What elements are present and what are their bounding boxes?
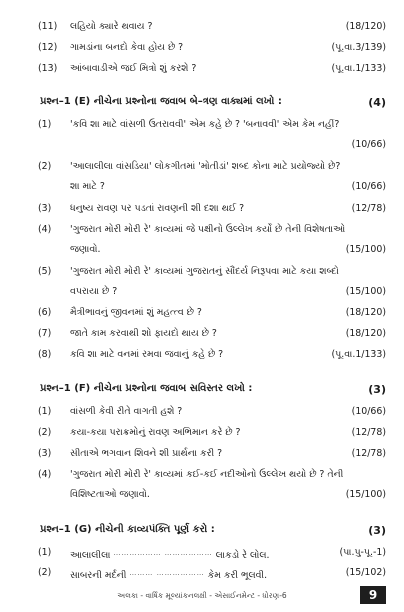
- line-start: આલાલીલા: [70, 550, 111, 561]
- question-reference: (15/100): [345, 286, 386, 297]
- question-reference: (10/66): [351, 406, 386, 417]
- question-text: લહિયો ક્યારે થવાય ?: [70, 21, 153, 32]
- section-g-heading: [40, 524, 386, 535]
- question-text: કવિ શા માટે વનમાં રમવા જવાનું કહે છે ?: [70, 349, 224, 360]
- question-reference: (15/100): [345, 244, 386, 255]
- question-number: (2): [38, 427, 52, 438]
- question-number: (5): [38, 266, 52, 277]
- blank-dots: ……………… ………………: [113, 549, 213, 557]
- question-reference: (પા.પુ-પૂ.-1): [339, 547, 386, 558]
- question-text-cont: વિશિષ્ટતાઓ જણાવો.: [70, 489, 150, 500]
- question-number: (6): [38, 307, 52, 318]
- question-reference: (પૂ.વા.3/139): [331, 42, 386, 53]
- question-number: (2): [38, 161, 52, 172]
- question-number: (1): [38, 547, 52, 558]
- question-reference: (પૂ.વા.1/133): [331, 349, 386, 360]
- line-end: કેમ કરી ભૂલવી.: [207, 570, 268, 581]
- page-footer: અલકા - વાર્ષિક મૂલ્યાંકનલક્ષી - એસાઈનમેન્ટ - ધોરણ-6: [117, 591, 287, 600]
- question-number: (1): [38, 119, 52, 130]
- question-number: (3): [38, 448, 52, 459]
- question-number: (8): [38, 349, 52, 360]
- fill-blank-text: [70, 546, 269, 563]
- question-text: ધનુષ્ય રાવણ પર પડતાં રાવણની શી દશા થઈ ?: [70, 203, 245, 214]
- fill-blank-text: [70, 566, 267, 583]
- question-text: સીતાએ ભગવાન શિવને શી પ્રાર્થના કરી ?: [70, 448, 223, 459]
- question-text: 'આલાલીલા વાંસડિયા' લોકગીતમાં 'મોતીડાં' શબ્દ કોના માટે પ્રયોજ્યો છે?: [70, 161, 341, 172]
- section-g-title: પ્રશ્ન–1 (G) નીચેની કાવ્યપંક્તિ પૂર્ણ કરો :: [40, 524, 215, 535]
- question-number: (3): [38, 203, 52, 214]
- question-text: મૈત્રીભાવનું જીવનમાં શું મહત્ત્વ છે ?: [70, 307, 202, 318]
- question-number: (2): [38, 567, 52, 578]
- question-reference: (18/120): [345, 328, 386, 339]
- question-text-cont: જણાવો.: [70, 244, 101, 255]
- question-number: (7): [38, 328, 52, 339]
- line-start: સાબરની મર્દની: [70, 570, 127, 581]
- question-text: જાતે કામ કરવાથી શો ફાયદો થાય છે ?: [70, 328, 217, 339]
- section-f-marks: (3): [368, 383, 386, 396]
- question-number: (11): [38, 21, 58, 32]
- question-reference: (18/120): [345, 307, 386, 318]
- question-reference: (12/78): [351, 203, 386, 214]
- question-text: 'ગુજરાત મોરી મોરી રે' કાવ્યમાં ગુજરાતનું સૌંદર્ય નિરૂપવા માટે કયા શબ્દો: [70, 266, 339, 277]
- question-number: (13): [38, 63, 58, 74]
- question-number: (4): [38, 224, 52, 235]
- question-number: (1): [38, 406, 52, 417]
- question-reference: (15/100): [345, 489, 386, 500]
- question-reference: (18/120): [345, 21, 386, 32]
- question-reference: (10/66): [351, 181, 386, 192]
- section-f-heading: [40, 383, 386, 394]
- question-text: વાંસળી કેવી રીતે વાગતી હશે ?: [70, 406, 183, 417]
- section-e-title: પ્રશ્ન–1 (E) નીચેના પ્રશ્નોના જવાબ બે–ત્રણ વાક્યમાં લખો :: [40, 96, 282, 107]
- section-f-title: પ્રશ્ન–1 (F) નીચેના પ્રશ્નોના જવાબ સવિસ્તર લખો :: [40, 383, 253, 394]
- question-number: (4): [38, 469, 52, 480]
- section-e-marks: (4): [368, 96, 386, 109]
- question-reference: (10/66): [351, 139, 386, 150]
- blank-dots: ……… ………………: [129, 569, 205, 577]
- question-text: કયા-કયા પરાક્રમોનું રાવણ અભિમાન કરે છે ?: [70, 427, 241, 438]
- question-text-cont: શા માટે ?: [70, 181, 105, 192]
- question-reference: (પૂ.વા.1/133): [331, 63, 386, 74]
- question-reference: (15/102): [345, 567, 386, 578]
- question-text: 'ગુજરાત મોરી મોરી રે' કાવ્યમાં જે પક્ષીનો ઉલ્લેખ કર્યો છે તેની વિશેષતાઓ: [70, 224, 346, 235]
- question-text: 'ગુજરાત મોરી મોરી રે' કાવ્યમાં કઈ-કઈ નદીઓનો ઉલ્લેખ થયો છે ? તેની: [70, 469, 344, 480]
- question-reference: (12/78): [351, 448, 386, 459]
- section-e-heading: [40, 96, 386, 107]
- question-text: ગામડાંના બનદો કેવા હોય છે ?: [70, 42, 184, 53]
- section-g-marks: (3): [368, 524, 386, 537]
- line-end: લાકડો રે લોલ.: [215, 550, 270, 561]
- question-reference: (12/78): [351, 427, 386, 438]
- question-text-cont: વપરાયા છે ?: [70, 286, 118, 297]
- question-text: 'કવિ શા માટે વાંસળી ઉતરાવવી' એમ કહે છે ? 'બનાવવી' એમ કેમ નહીં?: [70, 119, 340, 130]
- question-text: આંબાવાડીએ જઈ મિત્રો શું કરશે ?: [70, 63, 197, 74]
- page-number: 9: [360, 586, 386, 604]
- question-number: (12): [38, 42, 58, 53]
